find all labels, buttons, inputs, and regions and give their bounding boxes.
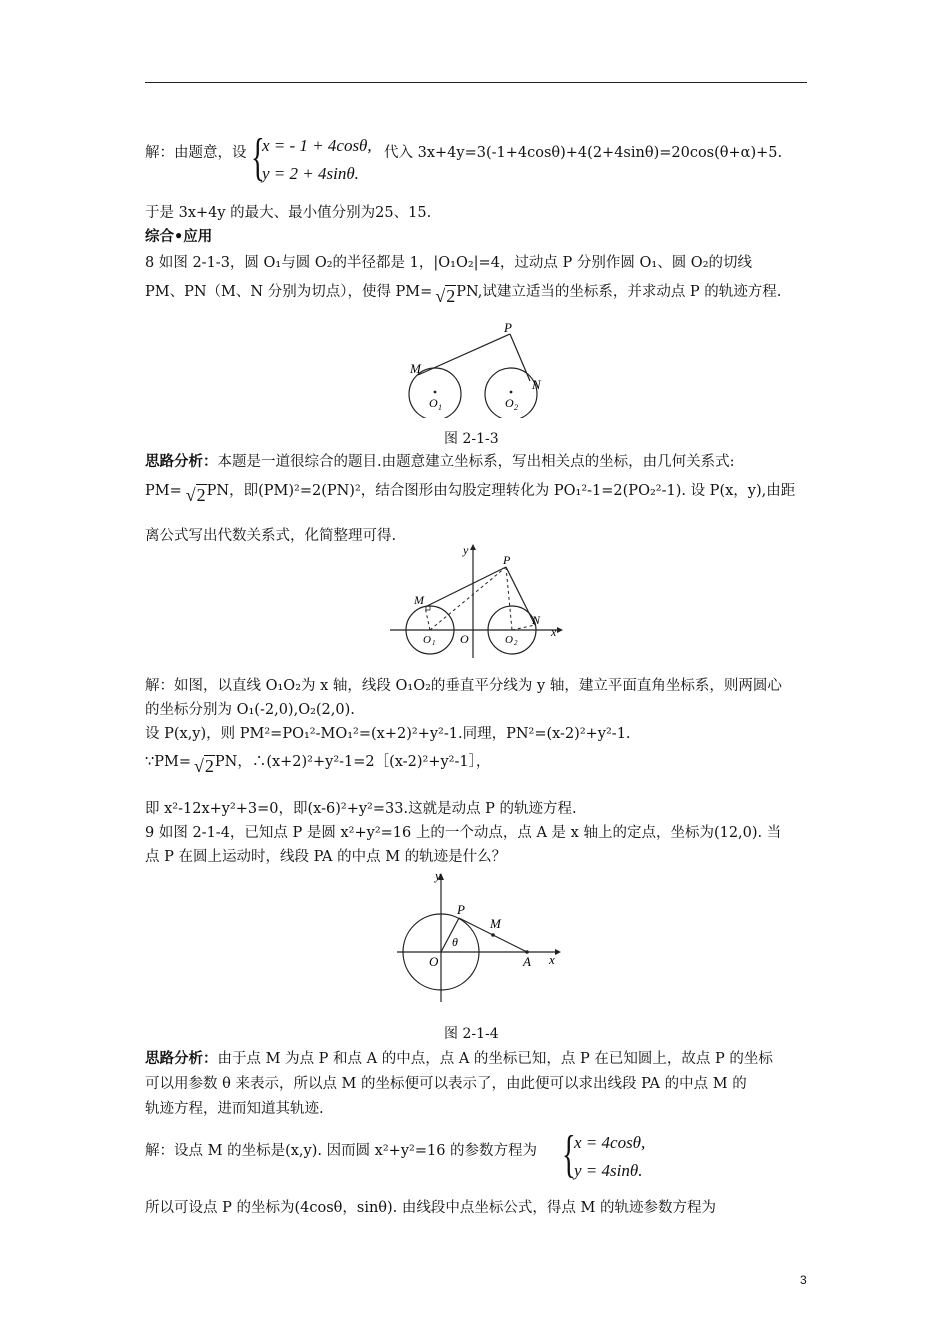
sqrt-2: √2: [435, 286, 456, 306]
svg-text:O: O: [429, 954, 439, 969]
svg-text:y: y: [435, 868, 441, 883]
system-row-2: y = 2 + 4sinθ.: [262, 164, 359, 183]
system2-row-2: y = 4sinθ.: [574, 1161, 643, 1180]
left-brace: {: [251, 129, 265, 186]
label-p: P: [504, 320, 512, 335]
sqrt-radicand: 2: [446, 286, 456, 306]
text-pm-2: PM=: [145, 483, 182, 499]
analysis-line-3: 离公式写出代数关系式，化简整理可得.: [145, 528, 397, 544]
svg-text:x: x: [551, 625, 557, 639]
svg-text:A: A: [523, 954, 531, 969]
sqrt-radicand-b: 2: [196, 485, 206, 505]
label-o2: O: [505, 396, 514, 410]
svg-text:x: x: [549, 952, 555, 967]
analysis-label: 思路分析：: [145, 453, 218, 470]
figure-caption-2: 图 2-1-4: [444, 1026, 499, 1042]
segment-pn: [510, 334, 530, 381]
figure-caption-1: 图 2-1-3: [444, 431, 499, 447]
label-o1: O: [429, 396, 438, 410]
svg-text:2: 2: [514, 403, 518, 412]
system2-row-1: x = 4cosθ,: [574, 1133, 646, 1152]
solution-line-1: [145, 143, 247, 163]
analysis-9-text: 由于点 M 为点 P 和点 A 的中点，点 A 的坐标已知，点 P 在已知圆上，故点 P 的坐标: [217, 1051, 773, 1067]
sqrt-radicand-c: 2: [204, 756, 214, 776]
svg-text:M: M: [490, 916, 501, 931]
svg-text:2: 2: [514, 639, 518, 647]
solution-8-line-2: 的坐标分别为 O₁(-2,0),O₂(2,0).: [145, 702, 355, 718]
figure-2-1-3: [400, 318, 560, 418]
solution-9-line-1: 解：设点 M 的坐标是(x,y). 因而圆 x²+y²=16 的参数方程为: [145, 1143, 538, 1159]
solution-line-2: 于是 3x+4y 的最大、最小值分别为25、15.: [145, 205, 432, 221]
text-pm: PM、PN（M、N 分别为切点），使得 PM=: [145, 284, 433, 300]
analysis-label-2: 思路分析：: [145, 1050, 218, 1067]
solution-prefix: 解：由题意，设: [145, 145, 247, 161]
analysis-9-line-1: [145, 1049, 773, 1069]
analysis-9-line-3: 轨迹方程，进而知道其轨迹.: [145, 1101, 324, 1117]
sqrt-2-b: √2: [185, 485, 206, 505]
substitution-text: 代入 3x+4y=3(-1+4cosθ)+4(2+4sinθ)=20cos(θ+α)+5.: [384, 145, 783, 161]
figure-coordinate: [385, 540, 565, 660]
section-heading: 综合•应用: [145, 228, 213, 245]
svg-text:P: P: [457, 902, 465, 917]
analysis-line-2: [145, 478, 796, 505]
segment-pm: [418, 334, 510, 375]
problem-9-line-2: 点 P 在圆上运动时，线段 PA 的中点 M 的轨迹是什么？: [145, 849, 507, 865]
solution-8-line-5: 即 x²-12x+y²+3=0，即(x-6)²+y²=33.这就是动点 P 的轨迹方程.: [145, 801, 577, 817]
problem-8-line-1: 8 如图 2-1-3，圆 O₁与圆 O₂的半径都是 1，|O₁O₂|=4，过动点 P 分别作圆 O₁、圆 O₂的切线: [145, 255, 753, 271]
page-number: 3: [800, 1273, 807, 1287]
sqrt-2-c: √2: [193, 756, 214, 776]
svg-text:θ: θ: [452, 935, 458, 949]
svg-text:1: 1: [438, 403, 442, 412]
solution-9-line-2: 所以可设点 P 的坐标为(4cosθ，sinθ). 由线段中点坐标公式，得点 M 的轨迹参数方程为: [145, 1200, 716, 1216]
solution-8-line-1: 解：如图，以直线 O₁O₂为 x 轴，线段 O₁O₂的垂直平分线为 y 轴，建立平面直角坐标系，则两圆心: [145, 678, 782, 694]
svg-text:1: 1: [432, 639, 436, 647]
figure-2-1-4: [395, 866, 565, 1006]
header-rule: [145, 82, 807, 83]
analysis-text: 本题是一道很综合的题目.由题意建立坐标系，写出相关点的坐标，由几何关系式:: [217, 454, 735, 470]
analysis-text-2: PN，即(PM)²=2(PN)²，结合图形由勾股定理转化为 PO₁²-1=2(PO₂²-1). 设 P(x，y),由距: [206, 483, 796, 499]
analysis-line-1: [145, 452, 735, 472]
text-pn: PN,试建立适当的坐标系，并求动点 P 的轨迹方程.: [456, 284, 782, 300]
svg-text:N: N: [532, 613, 541, 627]
system-row-1: x = - 1 + 4cosθ,: [262, 136, 372, 155]
analysis-9-line-2: 可以用参数 θ 来表示，所以点 M 的坐标便可以表示了，由此便可以求出线段 PA 的中点 M 的: [145, 1076, 747, 1092]
solution-8-line-4: [145, 749, 491, 776]
solution-8-line-3: 设 P(x,y)，则 PM²=PO₁²-MO₁²=(x+2)²+y²-1.同理，PN²=(x-2)²+y²-1.: [145, 726, 631, 742]
svg-text:y: y: [463, 543, 469, 557]
text-therefore: PN，∴(x+2)²+y²-1=2［(x-2)²+y²-1］，: [214, 754, 491, 770]
problem-9-line-1: 9 如图 2-1-4，已知点 P 是圆 x²+y²=16 上的一个动点，点 A 是 x 轴上的定点，坐标为(12,0). 当: [145, 825, 782, 841]
svg-text:O: O: [423, 634, 431, 646]
label-m: M: [410, 361, 421, 376]
svg-text:O: O: [460, 632, 469, 646]
svg-text:M: M: [414, 593, 424, 607]
label-n: N: [532, 377, 541, 392]
svg-text:O: O: [505, 634, 513, 646]
svg-text:P: P: [503, 553, 511, 567]
problem-8-line-2: [145, 279, 782, 306]
left-brace-2: {: [562, 1126, 576, 1183]
text-because-pm: ∵PM=: [145, 754, 191, 770]
